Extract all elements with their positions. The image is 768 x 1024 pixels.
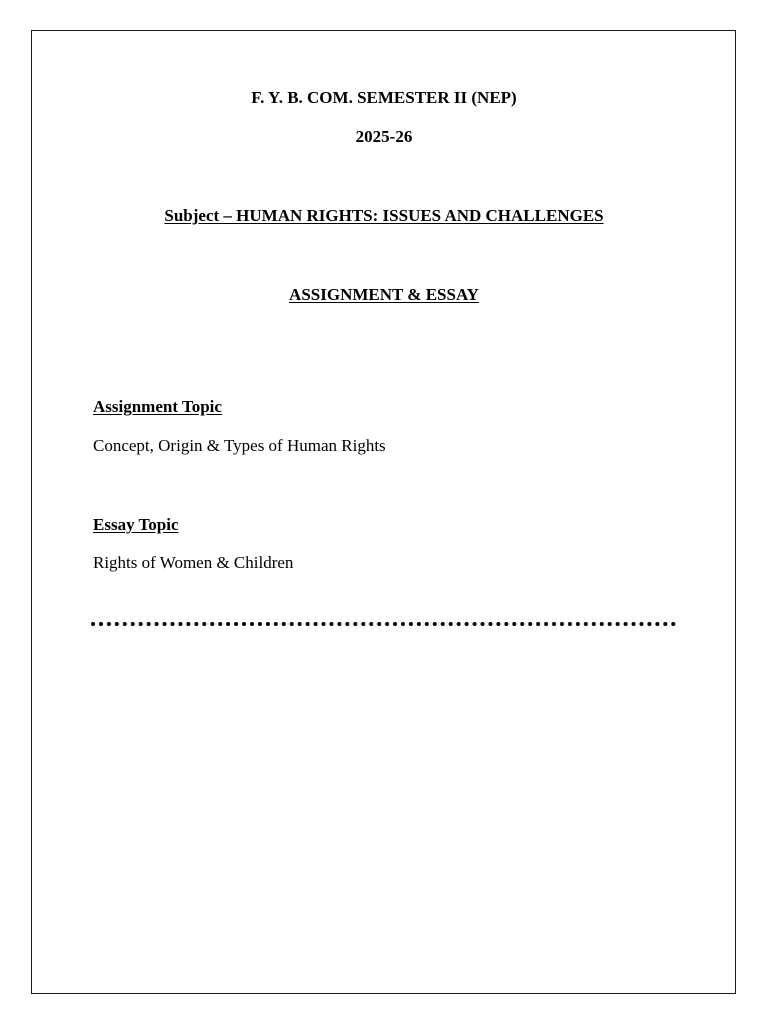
assignment-topic-heading: Assignment Topic [93,397,222,416]
assignment-topic-text: Concept, Origin & Types of Human Rights [93,436,386,455]
essay-topic-heading: Essay Topic [93,515,179,534]
course-title: F. Y. B. COM. SEMESTER II (NEP) [251,88,517,107]
essay-topic-text: Rights of Women & Children [93,553,294,572]
dotted-divider [91,622,676,626]
academic-year: 2025-26 [355,127,413,146]
document-heading: ASSIGNMENT & ESSAY [289,285,479,304]
page-border [31,30,736,994]
subject-heading: Subject – HUMAN RIGHTS: ISSUES AND CHALLENGES [164,206,604,225]
